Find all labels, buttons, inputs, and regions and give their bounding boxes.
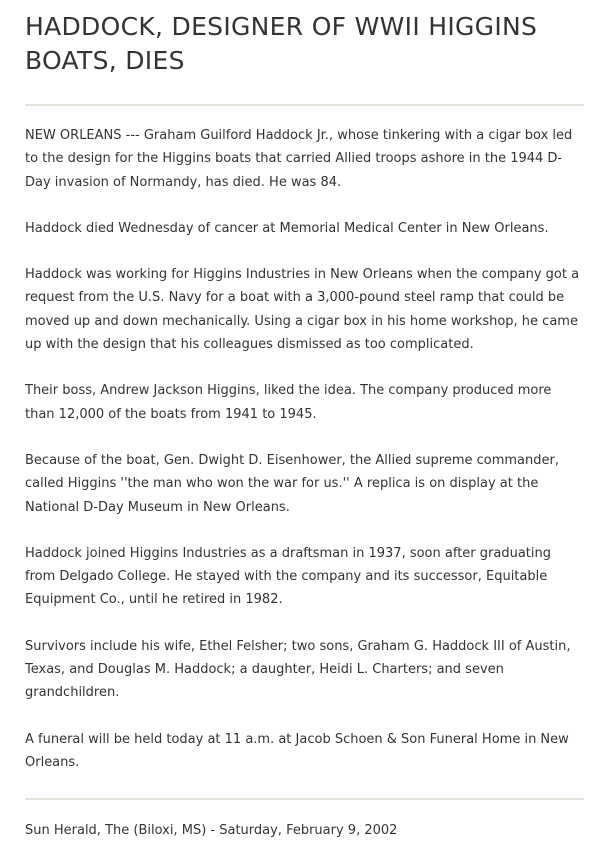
article-title: HADDOCK, DESIGNER OF WWII HIGGINS BOATS, DIES	[25, 12, 538, 75]
article-paragraph: A funeral will be held today at 11 a.m. at Jacob Schoen & Son Funeral Home in New Orleans.	[25, 731, 569, 770]
article-paragraph: Survivors include his wife, Ethel Felsher; two sons, Graham G. Haddock III of Austin, Texas, and Douglas M. Haddock; a daughter, Heidi L. Charters; and seven grandchildren.	[25, 638, 571, 701]
article-paragraph: Haddock was working for Higgins Industries in New Orleans when the company got a request from the U.S. Navy for a boat with a 3,000-pound steel ramp that could be moved up and down mechanically. Using a cigar box in his home workshop, he came up with the design that his colleagues dismissed as too complicated.	[25, 267, 580, 353]
article-paragraph: Their boss, Andrew Jackson Higgins, liked the idea. The company produced more than 12,000 of the boats from 1941 to 1945.	[25, 383, 552, 422]
article-paragraph: Haddock joined Higgins Industries as a draftsman in 1937, soon after graduating from Delgado College. He stayed with the company and its successor, Equitable Equipment Co., until he retired in 1982.	[25, 545, 551, 608]
title-divider	[25, 104, 584, 106]
article-source: Sun Herald, The (Biloxi, MS) - Saturday, February 9, 2002	[25, 823, 398, 839]
article-paragraph: Because of the boat, Gen. Dwight D. Eisenhower, the Allied supreme commander, called Higgins ''the man who won the war for us.'' A replica is on display at the National D-Day Museum in New Orleans.	[25, 452, 559, 515]
article	[25, 10, 584, 842]
source-divider	[25, 798, 584, 800]
article-paragraph: NEW ORLEANS --- Graham Guilford Haddock Jr., whose tinkering with a cigar box led to the design for the Higgins boats that carried Allied troops ashore in the 1944 D-Day invasion of Normandy, has died. He was 84.	[25, 128, 573, 190]
article-paragraph: Haddock died Wednesday of cancer at Memorial Medical Center in New Orleans.	[25, 220, 549, 236]
article-body	[25, 124, 584, 774]
